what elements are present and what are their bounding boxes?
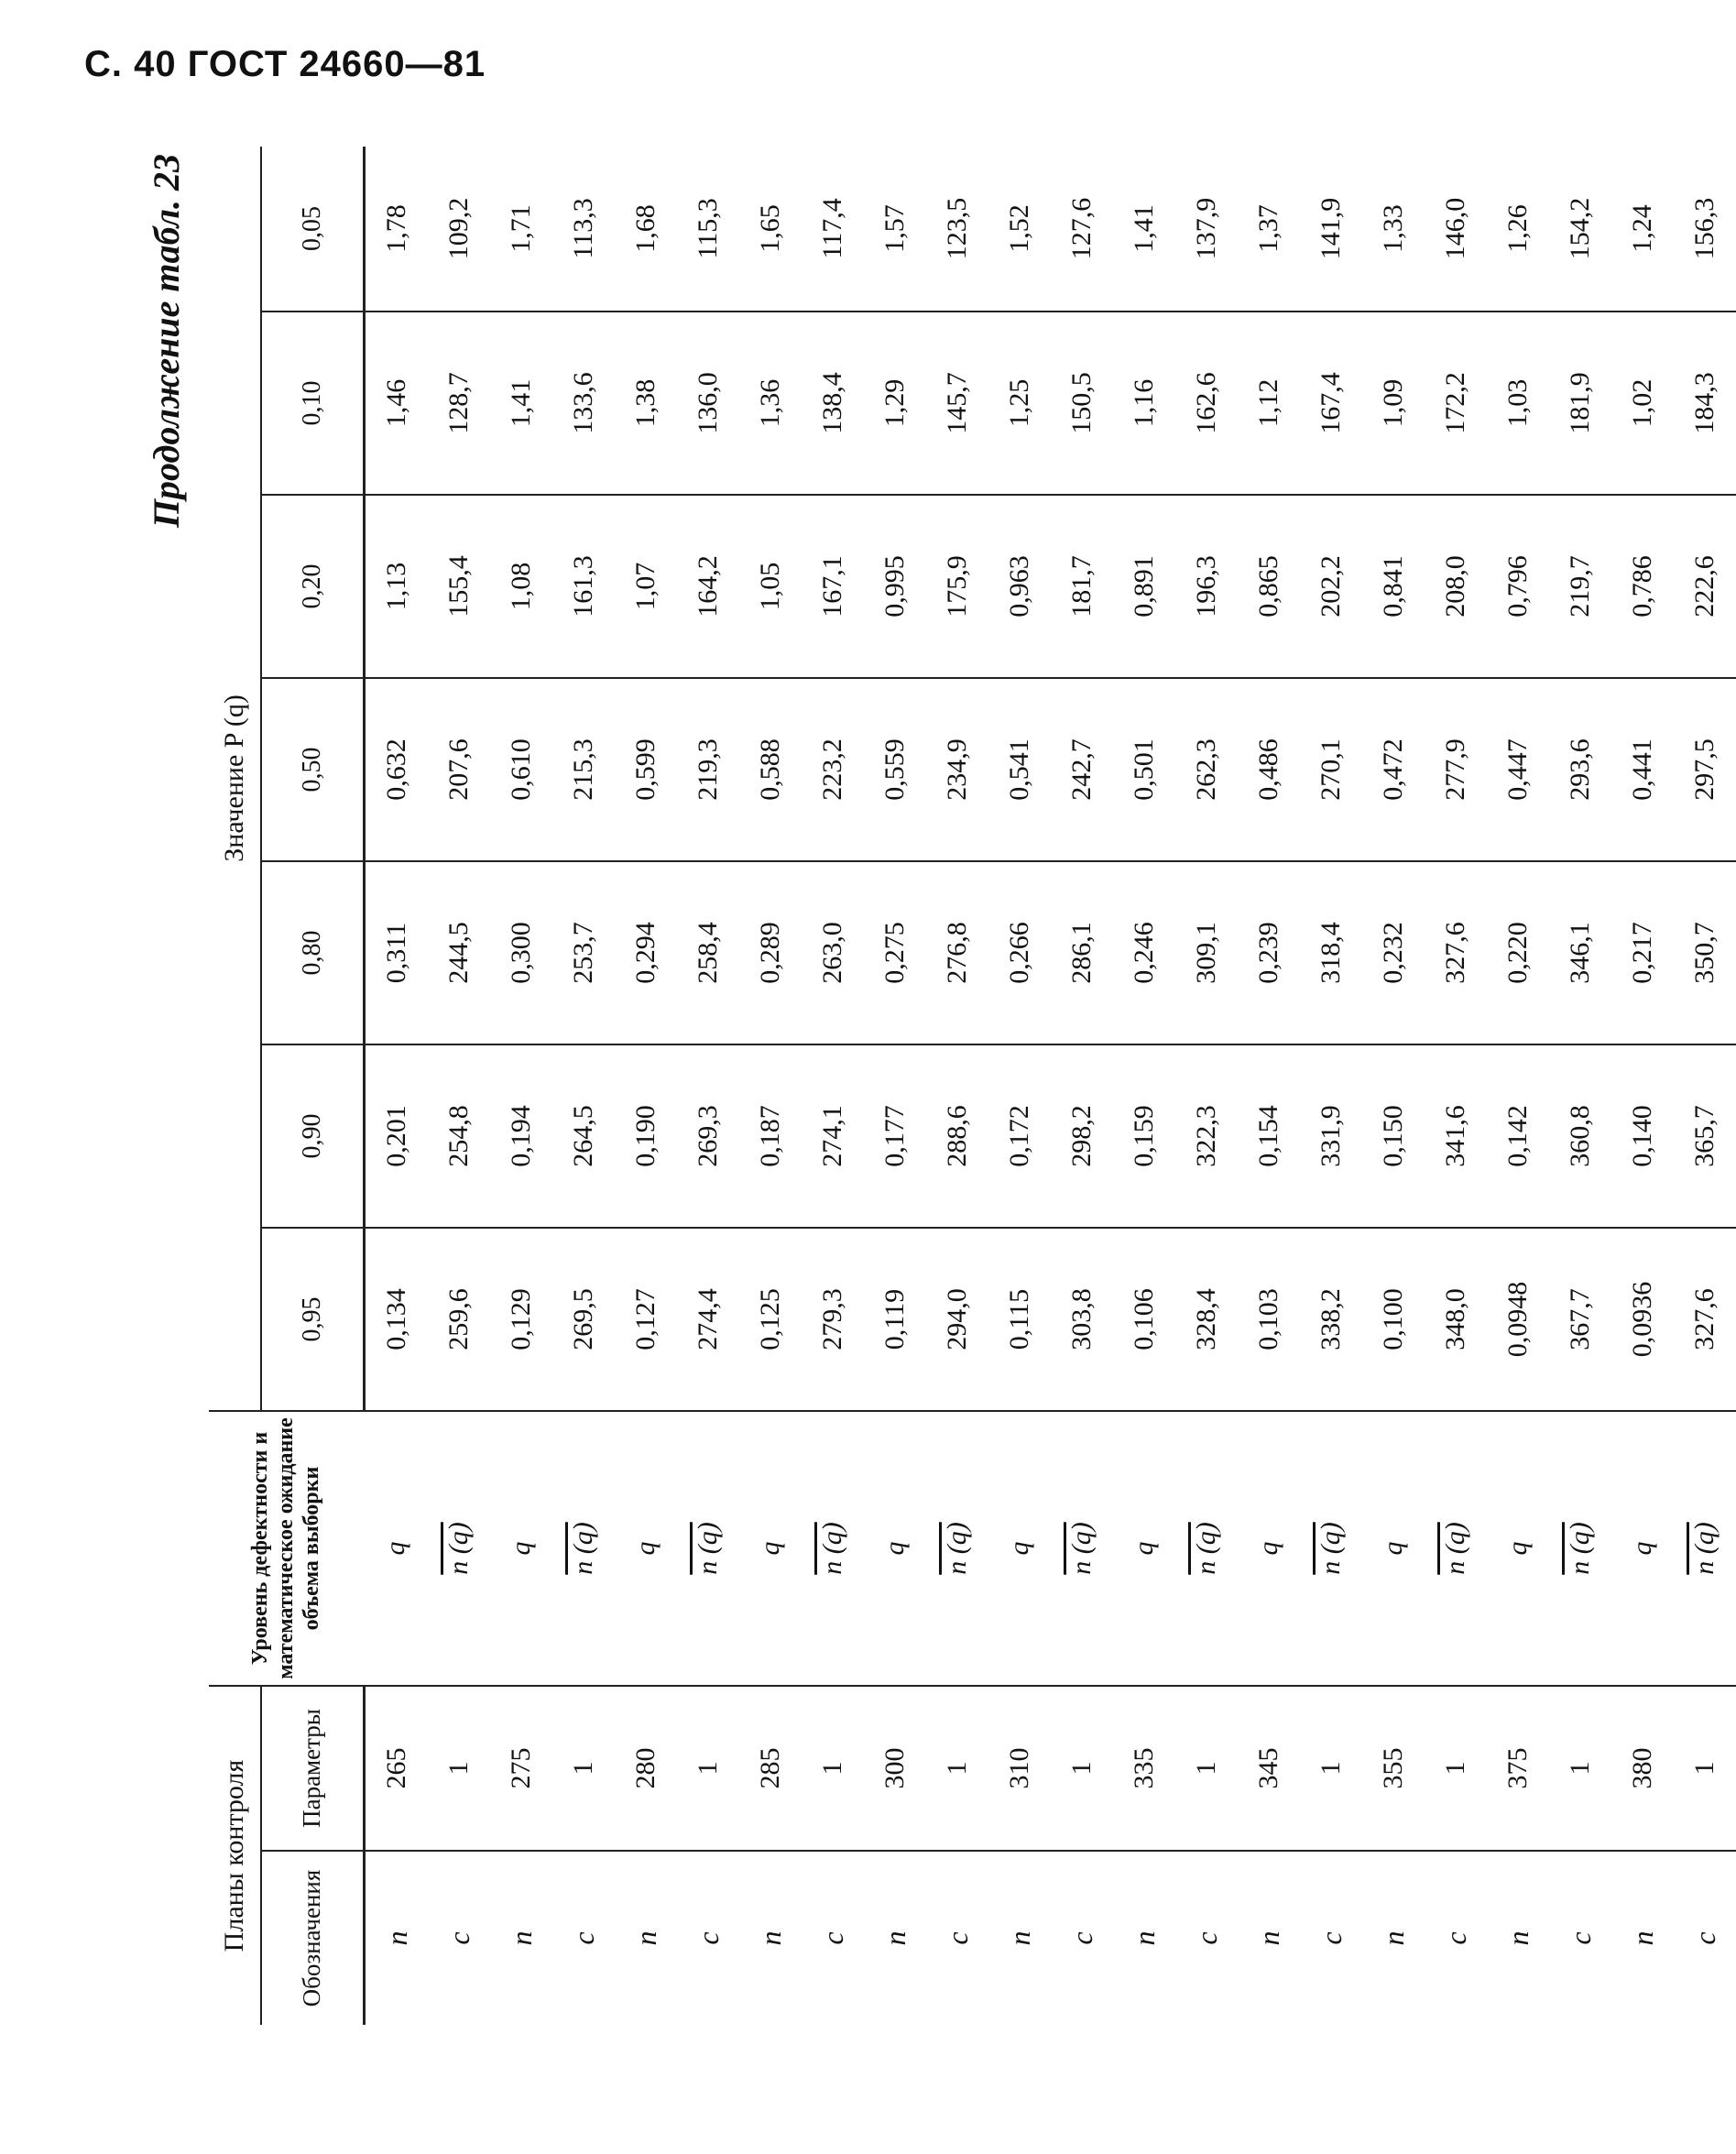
table-row (1674, 147, 1736, 2025)
table-row (677, 147, 739, 2025)
value-cell: 360,8 (1549, 1044, 1611, 1228)
level-cell (1425, 1411, 1487, 1686)
level-cell (926, 1411, 988, 1686)
header-p-group: Значение P (q) (209, 147, 261, 1411)
value-cell: 150,5 (1051, 312, 1113, 495)
value-cell: 365,7 (1674, 1044, 1736, 1228)
level-cell: q (1487, 1411, 1549, 1686)
value-cell: 0,154 (1238, 1044, 1300, 1228)
value-cell: 253,7 (552, 861, 615, 1044)
value-cell: 181,7 (1051, 495, 1113, 678)
level-cell (1051, 1411, 1113, 1686)
value-cell: 277,9 (1425, 678, 1487, 861)
table-row (1487, 147, 1549, 2025)
designation-cell: n (988, 1851, 1051, 2025)
value-cell: 0,172 (988, 1044, 1051, 1228)
value-cell: 181,9 (1549, 312, 1611, 495)
designation-cell: c (1549, 1851, 1611, 2025)
value-cell: 338,2 (1300, 1228, 1362, 1411)
level-symbol: n (q) (1066, 1522, 1097, 1575)
value-cell: 303,8 (1051, 1228, 1113, 1411)
table-row (864, 147, 926, 2025)
value-cell: 1,08 (490, 495, 552, 678)
parameter-cell: 1 (1175, 1686, 1238, 1851)
header-p-col: 0,20 (261, 495, 365, 678)
value-cell: 1,05 (739, 495, 802, 678)
value-cell: 175,9 (926, 495, 988, 678)
value-cell: 0,140 (1611, 1044, 1674, 1228)
parameter-cell: 1 (428, 1686, 490, 1851)
table-row (1051, 147, 1113, 2025)
value-cell: 167,4 (1300, 312, 1362, 495)
data-table (209, 147, 1736, 2025)
value-cell: 0,501 (1113, 678, 1175, 861)
value-cell: 0,486 (1238, 678, 1300, 861)
page-header: С. 40 ГОСТ 24660—81 (84, 44, 486, 84)
value-cell: 0,177 (864, 1044, 926, 1228)
parameter-cell: 1 (1674, 1686, 1736, 1851)
value-cell: 1,41 (1129, 204, 1159, 253)
header-level: Уровень дефектности и математическое ожидание объема выборки (209, 1411, 365, 1686)
value-cell: 1,65 (755, 204, 785, 253)
value-cell: 1,25 (988, 312, 1051, 495)
value-cell: 0,150 (1362, 1044, 1425, 1228)
value-cell: 138,4 (802, 312, 864, 495)
header-plans: Планы контроля (209, 1686, 261, 2025)
value-cell: 154,2 (1565, 197, 1595, 260)
level-cell: q (365, 1411, 429, 1686)
value-cell: 0,127 (615, 1228, 677, 1411)
value-cell: 0,447 (1487, 678, 1549, 861)
value-cell: 0,125 (739, 1228, 802, 1411)
value-cell: 136,0 (677, 312, 739, 495)
value-cell: 0,246 (1113, 861, 1175, 1044)
table-row (615, 147, 677, 2025)
table-body (365, 147, 1736, 2025)
level-cell (1300, 1411, 1362, 1686)
table-caption: Продолжение табл. 23 (146, 154, 187, 529)
value-cell: 244,5 (428, 861, 490, 1044)
value-cell: 123,5 (942, 197, 972, 260)
parameter-cell: 280 (615, 1686, 677, 1851)
value-cell: 162,6 (1175, 312, 1238, 495)
value-cell: 1,24 (1627, 204, 1657, 253)
designation-cell: c (428, 1851, 490, 2025)
value-cell: 156,3 (1689, 197, 1720, 260)
value-cell: 309,1 (1175, 861, 1238, 1044)
value-cell: 0,190 (615, 1044, 677, 1228)
value-cell: 202,2 (1300, 495, 1362, 678)
table-row (1611, 147, 1674, 2025)
value-cell: 0,796 (1487, 495, 1549, 678)
value-cell: 196,3 (1175, 495, 1238, 678)
level-symbol: n (q) (1689, 1522, 1720, 1575)
level-cell: q (739, 1411, 802, 1686)
value-cell: 286,1 (1051, 861, 1113, 1044)
value-cell: 242,7 (1051, 678, 1113, 861)
parameter-cell: 1 (1051, 1686, 1113, 1851)
value-cell: 288,6 (926, 1044, 988, 1228)
value-cell: 208,0 (1425, 495, 1487, 678)
level-cell: q (490, 1411, 552, 1686)
value-cell: 0,472 (1362, 678, 1425, 861)
value-cell: 1,03 (1487, 312, 1549, 495)
table-row (1549, 147, 1611, 2025)
value-cell: 0,142 (1487, 1044, 1549, 1228)
table-row (988, 147, 1051, 2025)
level-symbol: n (q) (443, 1522, 474, 1575)
value-cell: 262,3 (1175, 678, 1238, 861)
level-symbol: n (q) (693, 1522, 723, 1575)
value-cell: 0,187 (739, 1044, 802, 1228)
value-cell: 0,559 (864, 678, 926, 861)
designation-cell: n (1238, 1851, 1300, 2025)
value-cell: 327,6 (1425, 861, 1487, 1044)
value-cell: 1,02 (1611, 312, 1674, 495)
value-cell: 348,0 (1425, 1228, 1487, 1411)
value-cell: 0,194 (490, 1044, 552, 1228)
table-row (1425, 147, 1487, 2025)
value-cell: 128,7 (428, 312, 490, 495)
value-cell: 1,41 (490, 312, 552, 495)
value-cell: 117,4 (817, 198, 847, 259)
level-cell: q (988, 1411, 1051, 1686)
level-symbol: n (q) (568, 1522, 598, 1575)
header-parameters: Параметры (261, 1686, 365, 1851)
table-row (1238, 147, 1300, 2025)
value-cell: 1,52 (1004, 204, 1034, 253)
value-cell: 258,4 (677, 861, 739, 1044)
header-p-col: 0,90 (261, 1044, 365, 1228)
value-cell: 1,46 (365, 312, 429, 495)
level-cell (677, 1411, 739, 1686)
value-cell: 1,07 (615, 495, 677, 678)
level-symbol: n (q) (942, 1522, 972, 1575)
level-symbol: n (q) (1191, 1522, 1221, 1575)
table-row (428, 147, 490, 2025)
value-cell: 0,0948 (1487, 1228, 1549, 1411)
value-cell: 133,6 (552, 312, 615, 495)
value-cell: 269,5 (552, 1228, 615, 1411)
level-cell: q (1238, 1411, 1300, 1686)
value-cell: 367,7 (1549, 1228, 1611, 1411)
designation-cell: c (677, 1851, 739, 2025)
designation-cell: n (490, 1851, 552, 2025)
value-cell: 155,4 (428, 495, 490, 678)
value-cell: 0,995 (864, 495, 926, 678)
parameter-cell: 310 (988, 1686, 1051, 1851)
parameter-cell: 335 (1113, 1686, 1175, 1851)
value-cell: 0,610 (490, 678, 552, 861)
value-cell: 1,33 (1378, 204, 1408, 253)
header-p-col: 0,05 (261, 147, 365, 312)
value-cell: 0,239 (1238, 861, 1300, 1044)
level-cell (552, 1411, 615, 1686)
level-cell (1549, 1411, 1611, 1686)
value-cell: 0,300 (490, 861, 552, 1044)
value-cell: 0,294 (615, 861, 677, 1044)
value-cell: 0,217 (1611, 861, 1674, 1044)
rotated-table-area (137, 147, 1721, 2025)
value-cell: 274,4 (677, 1228, 739, 1411)
value-cell: 0,119 (864, 1228, 926, 1411)
value-cell: 341,6 (1425, 1044, 1487, 1228)
value-cell: 0,134 (365, 1228, 429, 1411)
level-cell (1175, 1411, 1238, 1686)
value-cell: 219,7 (1549, 495, 1611, 678)
value-cell: 184,3 (1674, 312, 1736, 495)
designation-cell: n (864, 1851, 926, 2025)
value-cell: 1,37 (1253, 204, 1283, 253)
value-cell: 1,71 (506, 204, 536, 253)
value-cell: 1,12 (1238, 312, 1300, 495)
value-cell: 0,115 (988, 1228, 1051, 1411)
level-symbol: n (q) (1316, 1522, 1346, 1575)
value-cell: 1,16 (1113, 312, 1175, 495)
value-cell: 0,201 (365, 1044, 429, 1228)
designation-cell: c (802, 1851, 864, 2025)
designation-cell: c (552, 1851, 615, 2025)
table-row (739, 147, 802, 2025)
value-cell: 0,311 (365, 861, 429, 1044)
designation-cell: n (615, 1851, 677, 2025)
parameter-cell: 375 (1487, 1686, 1549, 1851)
table-row (1175, 147, 1238, 2025)
parameter-cell: 265 (365, 1686, 429, 1851)
value-cell: 0,599 (615, 678, 677, 861)
level-cell (428, 1411, 490, 1686)
value-cell: 263,0 (802, 861, 864, 1044)
value-cell: 0,441 (1611, 678, 1674, 861)
designation-cell: c (1175, 1851, 1238, 2025)
value-cell: 346,1 (1549, 861, 1611, 1044)
value-cell: 279,3 (802, 1228, 864, 1411)
value-cell: 1,78 (381, 204, 411, 253)
designation-cell: c (1300, 1851, 1362, 2025)
value-cell: 0,232 (1362, 861, 1425, 1044)
value-cell: 137,9 (1191, 197, 1221, 260)
value-cell: 0,541 (988, 678, 1051, 861)
value-cell: 0,588 (739, 678, 802, 861)
value-cell: 318,4 (1300, 861, 1362, 1044)
designation-cell: c (1674, 1851, 1736, 2025)
parameter-cell: 1 (802, 1686, 864, 1851)
value-cell: 1,36 (739, 312, 802, 495)
table-row (802, 147, 864, 2025)
designation-cell: c (926, 1851, 988, 2025)
value-cell: 0,103 (1238, 1228, 1300, 1411)
value-cell: 1,38 (615, 312, 677, 495)
parameter-cell: 300 (864, 1686, 926, 1851)
value-cell: 0,963 (988, 495, 1051, 678)
parameter-cell: 380 (1611, 1686, 1674, 1851)
parameter-cell: 1 (1425, 1686, 1487, 1851)
header-p-col: 0,95 (261, 1228, 365, 1411)
level-cell: q (1611, 1411, 1674, 1686)
parameter-cell: 1 (677, 1686, 739, 1851)
header-p-col: 0,10 (261, 312, 365, 495)
value-cell: 215,3 (552, 678, 615, 861)
value-cell: 293,6 (1549, 678, 1611, 861)
value-cell: 0,289 (739, 861, 802, 1044)
value-cell: 0,100 (1362, 1228, 1425, 1411)
value-cell: 1,09 (1362, 312, 1425, 495)
value-cell: 0,632 (365, 678, 429, 861)
value-cell: 0,841 (1362, 495, 1425, 678)
level-cell: q (1362, 1411, 1425, 1686)
header-p-col: 0,50 (261, 678, 365, 861)
designation-cell: c (1425, 1851, 1487, 2025)
designation-cell: n (365, 1851, 429, 2025)
value-cell: 0,266 (988, 861, 1051, 1044)
designation-cell: n (1362, 1851, 1425, 2025)
table-row (926, 147, 988, 2025)
value-cell: 269,3 (677, 1044, 739, 1228)
value-cell: 141,9 (1316, 197, 1346, 260)
level-symbol: n (q) (1565, 1522, 1595, 1575)
value-cell: 223,2 (802, 678, 864, 861)
value-cell: 276,8 (926, 861, 988, 1044)
table-row (552, 147, 615, 2025)
value-cell: 331,9 (1300, 1044, 1362, 1228)
designation-cell: n (1611, 1851, 1674, 2025)
level-cell (802, 1411, 864, 1686)
value-cell: 1,29 (864, 312, 926, 495)
value-cell: 115,3 (693, 198, 723, 259)
value-cell: 0,106 (1113, 1228, 1175, 1411)
value-cell: 164,2 (677, 495, 739, 678)
value-cell: 146,0 (1440, 197, 1470, 260)
value-cell: 145,7 (926, 312, 988, 495)
value-cell: 167,1 (802, 495, 864, 678)
value-cell: 127,6 (1066, 197, 1097, 260)
value-cell: 322,3 (1175, 1044, 1238, 1228)
parameter-cell: 285 (739, 1686, 802, 1851)
parameter-cell: 355 (1362, 1686, 1425, 1851)
parameter-cell: 275 (490, 1686, 552, 1851)
table-row (1113, 147, 1175, 2025)
designation-cell: c (1051, 1851, 1113, 2025)
value-cell: 328,4 (1175, 1228, 1238, 1411)
value-cell: 219,3 (677, 678, 739, 861)
table-row (1362, 147, 1425, 2025)
level-cell: q (1113, 1411, 1175, 1686)
designation-cell: n (1487, 1851, 1549, 2025)
value-cell: 0,129 (490, 1228, 552, 1411)
value-cell: 350,7 (1674, 861, 1736, 1044)
value-cell: 113,3 (568, 198, 598, 259)
parameter-cell: 1 (552, 1686, 615, 1851)
value-cell: 0,275 (864, 861, 926, 1044)
designation-cell: n (1113, 1851, 1175, 2025)
value-cell: 327,6 (1674, 1228, 1736, 1411)
value-cell: 0,865 (1238, 495, 1300, 678)
header-designation: Обозначения (261, 1851, 365, 2025)
parameter-cell: 345 (1238, 1686, 1300, 1851)
parameter-cell: 1 (926, 1686, 988, 1851)
table-row (490, 147, 552, 2025)
value-cell: 161,3 (552, 495, 615, 678)
value-cell: 274,1 (802, 1044, 864, 1228)
value-cell: 0,891 (1113, 495, 1175, 678)
value-cell: 1,68 (630, 204, 661, 253)
level-cell: q (615, 1411, 677, 1686)
value-cell: 294,0 (926, 1228, 988, 1411)
value-cell: 297,5 (1674, 678, 1736, 861)
level-symbol: n (q) (817, 1522, 847, 1575)
header-p-col: 0,80 (261, 861, 365, 1044)
parameter-cell: 1 (1300, 1686, 1362, 1851)
value-cell: 0,786 (1611, 495, 1674, 678)
value-cell: 270,1 (1300, 678, 1362, 861)
value-cell: 222,6 (1674, 495, 1736, 678)
parameter-cell: 1 (1549, 1686, 1611, 1851)
value-cell: 172,2 (1425, 312, 1487, 495)
value-cell: 1,57 (879, 204, 910, 253)
value-cell: 0,220 (1487, 861, 1549, 1044)
value-cell: 254,8 (428, 1044, 490, 1228)
level-cell (1674, 1411, 1736, 1686)
value-cell: 1,13 (365, 495, 429, 678)
table-row (365, 147, 429, 2025)
designation-cell: n (739, 1851, 802, 2025)
value-cell: 234,9 (926, 678, 988, 861)
value-cell: 259,6 (428, 1228, 490, 1411)
value-cell: 298,2 (1051, 1044, 1113, 1228)
value-cell: 264,5 (552, 1044, 615, 1228)
value-cell: 109,2 (443, 197, 474, 260)
value-cell: 0,159 (1113, 1044, 1175, 1228)
value-cell: 1,26 (1502, 204, 1533, 253)
table-row (1300, 147, 1362, 2025)
level-symbol: n (q) (1440, 1522, 1470, 1575)
value-cell: 0,0936 (1611, 1228, 1674, 1411)
level-cell: q (864, 1411, 926, 1686)
value-cell: 207,6 (428, 678, 490, 861)
